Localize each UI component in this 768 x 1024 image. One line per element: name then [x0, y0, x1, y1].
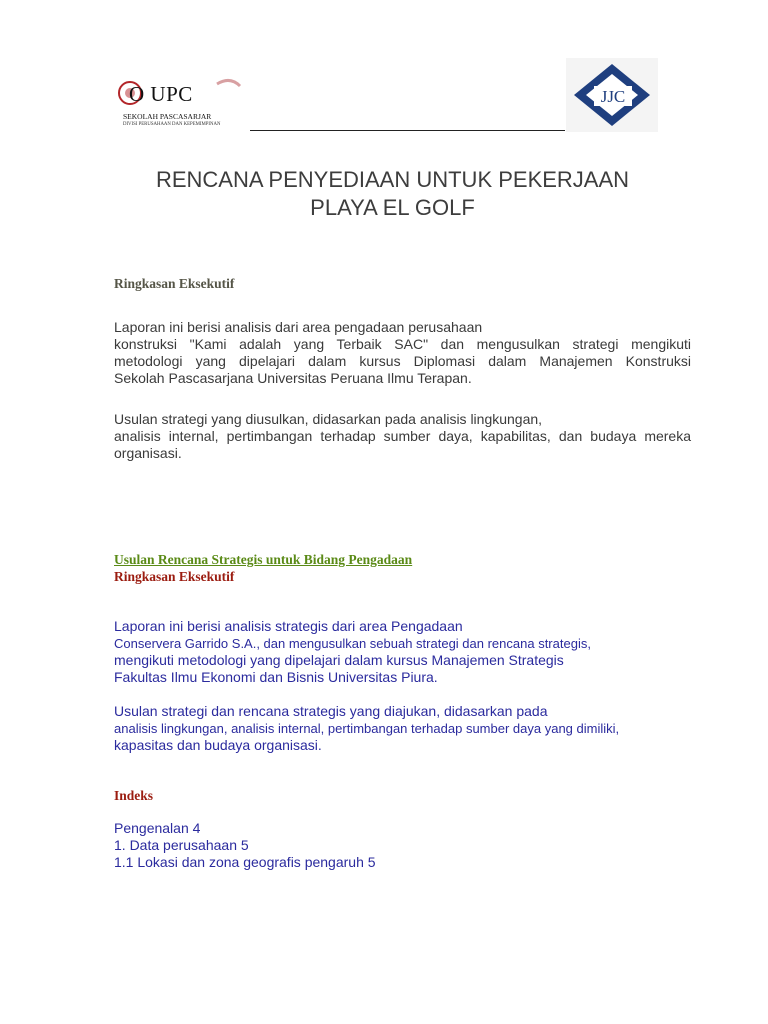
paragraph-line: Sekolah Pascasarjana Universitas Peruana Ilmu Terapan.: [114, 370, 472, 386]
section2-paragraph-1: [114, 618, 591, 686]
paragraph-line: kapasitas dan budaya organisasi.: [114, 737, 322, 753]
document-title: [110, 166, 675, 222]
paragraph-line: Usulan strategi yang diusulkan, didasarkan pada analisis lingkungan,: [114, 411, 543, 427]
strategic-plan-link[interactable]: Usulan Rencana Strategis untuk Bidang Pengadaan: [114, 552, 413, 567]
section2-heading: Ringkasan Eksekutif: [114, 569, 235, 584]
index-list: [114, 820, 376, 871]
section1-paragraph-1: [114, 319, 691, 387]
header-rule: [250, 130, 565, 131]
paragraph-line: Laporan ini berisi analisis dari area pengadaan perusahaan: [114, 319, 483, 335]
paragraph-line: mengikuti metodologi yang dipelajari dalam kursus Manajemen Strategis: [114, 652, 564, 668]
title-line-2: PLAYA EL GOLF: [310, 195, 475, 220]
upc-logo: [117, 76, 242, 132]
jjc-logo: [566, 58, 658, 132]
seal-icon-right: [212, 78, 242, 108]
index-heading: Indeks: [114, 788, 154, 803]
index-item[interactable]: 1.1 Lokasi dan zona geografis pengaruh 5: [114, 854, 376, 870]
paragraph-line: analisis internal, pertimbangan terhadap sumber daya, kapabilitas, dan budaya mereka: [114, 428, 691, 444]
upc-subtitle: SEKOLAH PASCASARJAR: [123, 112, 212, 121]
paragraph-line: Usulan strategi dan rencana strategis yang diajukan, didasarkan pada: [114, 703, 548, 719]
paragraph-line: Laporan ini berisi analisis strategis dari area Pengadaan: [114, 618, 463, 634]
upc-subtitle-small: DIVISI PERUSAHAAN DAN KEPEMIMPINAN: [123, 122, 221, 127]
paragraph-line: Fakultas Ilmu Ekonomi dan Bisnis Universitas Piura.: [114, 669, 438, 685]
title-line-1: RENCANA PENYEDIAAN UNTUK PEKERJAAN: [155, 167, 630, 192]
upc-brand: O UPC: [129, 82, 193, 106]
paragraph-line: Conservera Garrido S.A., dan mengusulkan sebuah strategi dan rencana strategis,: [114, 636, 591, 651]
paragraph-line: metodologi yang dipelajari dalam kursus Diplomasi dalam Manajemen Konstruksi: [114, 353, 691, 369]
jjc-diamond-icon: [566, 58, 658, 132]
index-item[interactable]: Pengenalan 4: [114, 820, 201, 836]
section1-heading: Ringkasan Eksekutif: [114, 276, 235, 291]
paragraph-line: organisasi.: [114, 445, 182, 461]
paragraph-line: konstruksi "Kami adalah yang Terbaik SAC" dan mengusulkan strategi mengikuti: [114, 336, 691, 352]
section1-paragraph-2: [114, 411, 691, 462]
paragraph-line: analisis lingkungan, analisis internal, pertimbangan terhadap sumber daya yang dimiliki,: [114, 721, 620, 736]
index-item[interactable]: 1. Data perusahaan 5: [114, 837, 249, 853]
section2-paragraph-2: [114, 703, 619, 754]
jjc-text: JJC: [600, 87, 626, 106]
